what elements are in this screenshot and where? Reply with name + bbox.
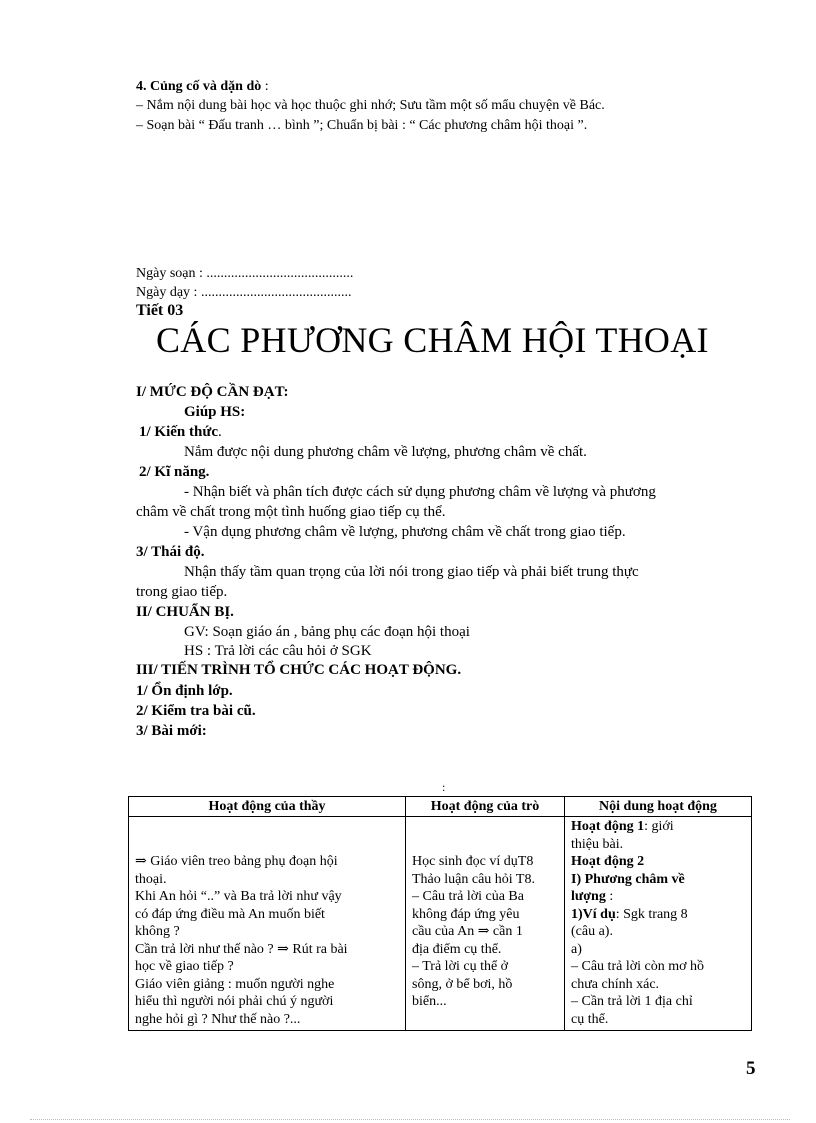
section-2-heading: II/ CHUẨN BỊ.: [136, 604, 234, 620]
teacher-line: hiểu thì người nói phải chú ý người: [135, 994, 334, 1009]
consolidation-line-2: – Soạn bài “ Đấu tranh … bình ”; Chuẩn bị bài : “ Các phương châm hội thoại ”.: [136, 118, 588, 133]
teacher-line: Giáo viên giảng : muốn người nghe: [135, 976, 335, 992]
stray-colon: :: [442, 780, 446, 794]
activity-1-line-2: thiệu bài.: [571, 836, 624, 852]
page-bottom-divider: [30, 1119, 790, 1120]
teacher-activity-cell: [129, 817, 406, 1031]
quantity-maxim-heading-2: [571, 888, 746, 906]
knowledge-text: Nắm được nội dung phương châm về lượng, phương châm về chất.: [184, 444, 587, 460]
example-label: 1)Ví dụ: [571, 906, 616, 922]
content-line: cụ thể.: [571, 1011, 609, 1027]
student-line: – Trả lời cụ thể ở: [412, 959, 509, 974]
table-row: [129, 817, 752, 1031]
section-3-heading: III/ TIẾN TRÌNH TỔ CHỨC CÁC HOẠT ĐỘNG.: [136, 662, 462, 678]
header-teacher: Hoạt động của thầy: [129, 797, 406, 817]
student-line: cầu của An ⇒ cần 1: [412, 924, 523, 939]
student-prep: HS : Trả lời các câu hỏi ở SGK: [184, 643, 372, 659]
example-line: [571, 906, 746, 924]
consolidation-heading-suffix: :: [261, 79, 269, 94]
quantity-maxim-heading: I) Phương châm về: [571, 871, 685, 887]
teacher-line: thoại.: [135, 871, 167, 887]
date-taught-line: [136, 284, 351, 302]
attitude-text-b: trong giao tiếp.: [136, 584, 228, 600]
content-line: chưa chính xác.: [571, 976, 660, 992]
student-line: Thảo luận câu hỏi T8.: [412, 871, 535, 887]
step-3: 3/ Bài mới:: [136, 723, 207, 739]
student-line: địa điểm cụ thể.: [412, 941, 502, 957]
item-a: a): [571, 941, 582, 957]
attitude-text-a: Nhận thấy tầm quan trọng của lời nói trong giao tiếp và phải biết trung thực: [184, 564, 639, 580]
date-prepared-line: [136, 265, 353, 283]
consolidation-line-1: – Nắm nội dung bài học và học thuộc ghi nhớ; Sưu tầm một số mẩu chuyện về Bác.: [136, 98, 605, 113]
teacher-line: Khi An hỏi “..” và Ba trả lời như vậy: [135, 889, 342, 904]
student-activity-cell: [406, 817, 565, 1031]
teacher-prep: GV: Soạn giáo án , bảng phụ các đoạn hội thoại: [184, 624, 470, 640]
content-cell: [565, 817, 752, 1031]
example-rest: : Sgk trang 8: [615, 906, 688, 922]
header-student: Hoạt động của trò: [406, 797, 565, 817]
student-line: biển...: [412, 994, 447, 1009]
content-line: – Cần trả lời 1 địa chỉ: [571, 994, 693, 1009]
knowledge-heading-suffix: .: [218, 424, 222, 440]
student-line: không đáp ứng yêu: [412, 906, 520, 922]
activities-table: [128, 796, 752, 1031]
page-number: 5: [746, 1058, 756, 1079]
teacher-line: nghe hỏi gì ? Như thế nào ?...: [135, 1011, 301, 1027]
activity-1-rest: : giới: [644, 819, 674, 834]
skills-text-1a: - Nhận biết và phân tích được cách sử dụng phương châm về lượng và phương: [184, 484, 656, 500]
table-header-row: [129, 797, 752, 817]
consolidation-heading: 4. Củng cố và dặn dò: [136, 79, 262, 94]
activity-1-line: [571, 818, 746, 836]
page-title: CÁC PHƯƠNG CHÂM HỘI THOẠI: [156, 320, 709, 360]
date-taught-dots: ...........................................: [200, 285, 352, 300]
consolidation-heading-line: [136, 78, 269, 96]
teacher-line: không ?: [135, 924, 180, 939]
teacher-line: ⇒ Giáo viên treo bảng phụ đoạn hội: [135, 854, 338, 869]
help-students-label: Giúp HS:: [184, 404, 246, 420]
example-line-2: (câu a).: [571, 924, 613, 939]
quantity-suffix: :: [605, 889, 614, 904]
skills-text-2: - Vận dụng phương châm về lượng, phương châm về chất trong giao tiếp.: [184, 524, 626, 540]
lesson-number: Tiết 03: [136, 302, 184, 319]
student-line: sông, ở bể bơi, hồ: [412, 976, 513, 992]
knowledge-heading: 1/ Kiến thức: [139, 424, 218, 440]
skills-heading: 2/ Kĩ năng.: [139, 464, 210, 480]
header-content: Nội dung hoạt động: [565, 797, 752, 817]
date-taught-label: Ngày dạy :: [136, 285, 201, 300]
step-1: 1/ Ổn định lớp.: [136, 683, 233, 699]
content-line: – Câu trả lời còn mơ hồ: [571, 959, 705, 974]
knowledge-heading-line: [139, 423, 222, 441]
teacher-line: có đáp ứng điều mà An muốn biết: [135, 906, 325, 922]
activity-2-label: Hoạt động 2: [571, 854, 645, 869]
teacher-line: học về giao tiếp ?: [135, 959, 234, 974]
skills-text-1b: châm về chất trong một tình huống giao tiếp cụ thể.: [136, 504, 446, 520]
date-prepared-label: Ngày soạn :: [136, 266, 207, 281]
activity-1-label: Hoạt động 1: [571, 819, 645, 834]
step-2: 2/ Kiểm tra bài cũ.: [136, 703, 256, 719]
student-line: – Câu trả lời của Ba: [412, 889, 524, 904]
date-prepared-dots: ..........................................: [206, 266, 354, 281]
quantity-word: lượng: [571, 889, 606, 904]
student-line: Học sinh đọc ví dụT8: [412, 854, 534, 869]
attitude-heading: 3/ Thái độ.: [136, 544, 205, 560]
section-1-heading: I/ MỨC ĐỘ CẦN ĐẠT:: [136, 384, 289, 400]
teacher-line: Cần trả lời như thế nào ? ⇒ Rút ra bài: [135, 941, 348, 957]
